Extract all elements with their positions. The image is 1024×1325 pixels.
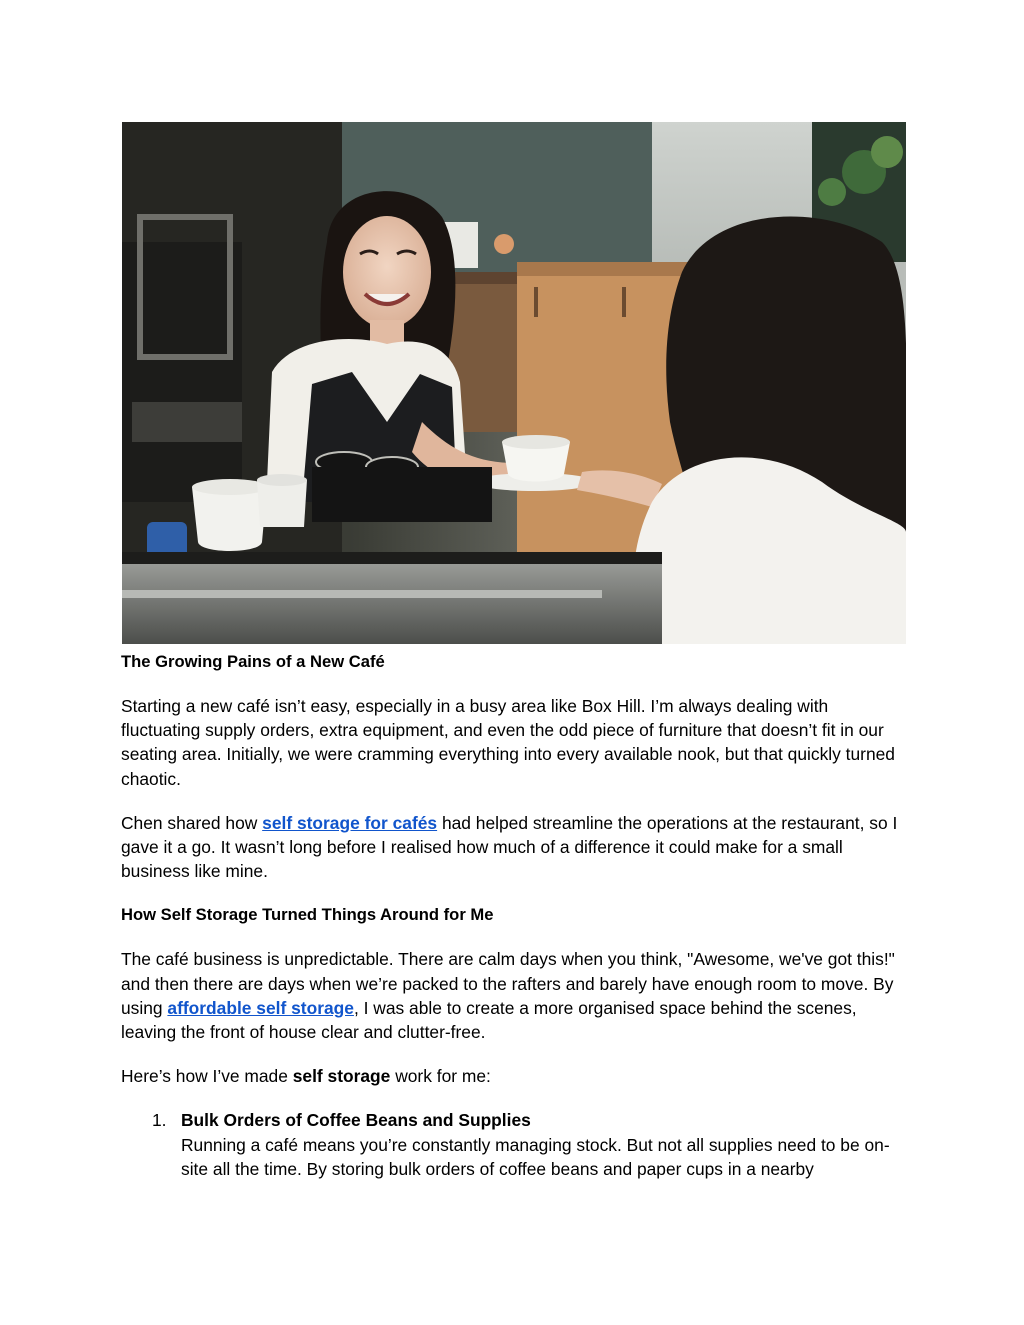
paragraph-how-text-before: Here’s how I’ve made — [121, 1066, 293, 1087]
list-item-number: 1. — [152, 1110, 167, 1131]
paragraph-chen-text-before: Chen shared how — [121, 812, 263, 833]
paragraph-unpredictable-text-before: The café business is unpredictable. There are calm days when you think, "Awesome, we've got this!" and then there are days when we’re packed to the rafters and barely have enough room to move. By using — [121, 949, 895, 1018]
paragraph-unpredictable-text-after: , I was able to create a more organised space behind the scenes, leaving the front of house clear and clutter-free. — [121, 997, 857, 1043]
cafe-photo — [122, 122, 906, 644]
section-heading-turned-around: How Self Storage Turned Things Around for Me — [121, 905, 494, 925]
self-storage-for-cafes-link[interactable]: self storage for cafés — [262, 812, 438, 833]
list-item — [152, 1108, 911, 1181]
paragraph-intro: Starting a new café isn’t easy, especially in a busy area like Box Hill. I’m always dealing with fluctuating supply orders, extra equipment, and even the odd piece of furniture that doesn’t fit in our seating area. Initially, we were cramming everything into every available nook, but that quickly turned chaotic. — [121, 696, 895, 789]
paragraph-how-text-after: work for me: — [390, 1066, 491, 1087]
paragraph-how-ive-made — [121, 1064, 911, 1088]
article-body — [121, 650, 911, 1181]
self-storage-bold-text: self storage — [292, 1066, 391, 1087]
affordable-self-storage-link[interactable]: affordable self storage — [167, 997, 354, 1018]
numbered-list — [121, 1108, 911, 1181]
cafe-photo-illustration — [122, 122, 906, 644]
paragraph-unpredictable — [121, 947, 911, 1044]
list-item-body: Running a café means you’re constantly managing stock. But not all supplies need to be on-site all the time. By storing bulk orders of coffee beans and paper cups in a nearby — [181, 1134, 890, 1179]
list-item-title: Bulk Orders of Coffee Beans and Supplies — [181, 1110, 531, 1131]
section-heading-growing-pains: The Growing Pains of a New Café — [121, 652, 385, 671]
paragraph-chen — [121, 811, 911, 884]
paragraph-chen-text-after: had helped streamline the operations at the restaurant, so I gave it a go. It wasn’t long before I realised how much of a difference it could make for a small business like mine. — [121, 812, 898, 882]
